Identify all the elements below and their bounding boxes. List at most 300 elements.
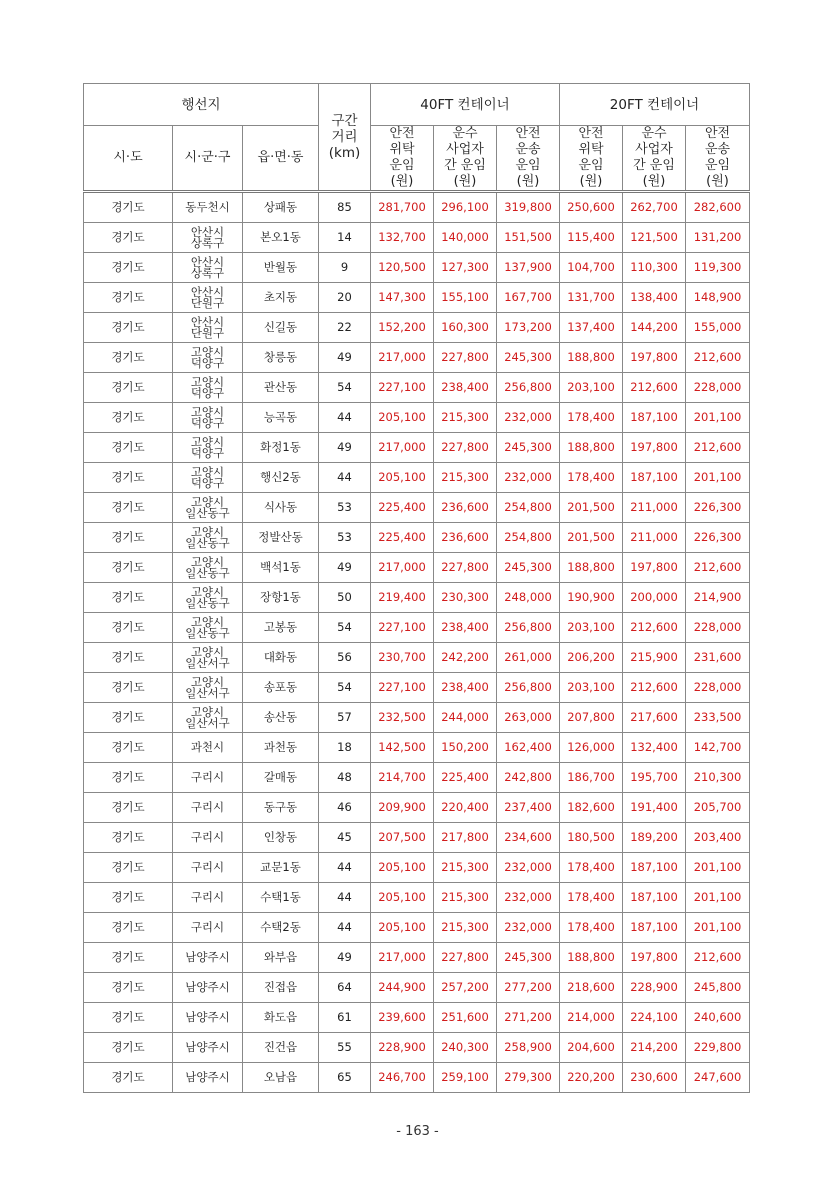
dong-cell: 인창동 — [243, 823, 319, 853]
ft40-header: 40FT 컨테이너 — [371, 84, 560, 126]
ft40-safe-consign-cell: 227,100 — [371, 673, 434, 703]
sido-cell: 경기도 — [84, 283, 173, 313]
dong-cell: 과천동 — [243, 733, 319, 763]
ft40-carrier-between-cell: 296,100 — [434, 192, 497, 223]
distance-cell: 49 — [319, 553, 371, 583]
dong-cell: 대화동 — [243, 643, 319, 673]
ft20-safe-consign-cell: 218,600 — [560, 973, 623, 1003]
ft40-safe-consign-cell: 217,000 — [371, 433, 434, 463]
ft20-carrier-between-cell: 187,100 — [623, 853, 686, 883]
distance-cell: 54 — [319, 613, 371, 643]
dong-cell: 장항1동 — [243, 583, 319, 613]
table-row — [84, 1063, 750, 1093]
ft20-safe-transport-cell: 205,700 — [686, 793, 750, 823]
ft20-carrier-between-cell: 228,900 — [623, 973, 686, 1003]
ft40-carrier-between-cell: 236,600 — [434, 523, 497, 553]
ft40-carrier-between-cell: 238,400 — [434, 613, 497, 643]
ft40-safe-transport-cell: 254,800 — [497, 493, 560, 523]
table-row — [84, 223, 750, 253]
dong-cell: 행신2동 — [243, 463, 319, 493]
ft40-carrier-between-header: 운수 사업자 간 운임 (원) — [434, 126, 497, 192]
ft20-safe-consign-cell: 201,500 — [560, 523, 623, 553]
distance-cell: 44 — [319, 853, 371, 883]
table-body — [84, 192, 750, 1093]
ft40-safe-transport-cell: 167,700 — [497, 283, 560, 313]
table-row — [84, 553, 750, 583]
sido-cell: 경기도 — [84, 913, 173, 943]
ft20-safe-consign-cell: 203,100 — [560, 673, 623, 703]
sido-cell: 경기도 — [84, 763, 173, 793]
ft20-safe-transport-cell: 148,900 — [686, 283, 750, 313]
sigungu-cell: 고양시 일산동구 — [173, 523, 243, 553]
dong-cell: 동구동 — [243, 793, 319, 823]
dong-cell: 오남읍 — [243, 1063, 319, 1093]
ft40-safe-consign-cell: 225,400 — [371, 493, 434, 523]
dong-cell: 수택1동 — [243, 883, 319, 913]
distance-cell: 44 — [319, 403, 371, 433]
sido-cell: 경기도 — [84, 823, 173, 853]
ft40-safe-consign-cell: 209,900 — [371, 793, 434, 823]
ft40-safe-transport-cell: 232,000 — [497, 853, 560, 883]
dong-cell: 능곡동 — [243, 403, 319, 433]
table-row — [84, 403, 750, 433]
ft40-safe-transport-cell: 232,000 — [497, 403, 560, 433]
ft20-safe-transport-cell: 282,600 — [686, 192, 750, 223]
ft40-safe-consign-cell: 244,900 — [371, 973, 434, 1003]
ft40-safe-transport-cell: 254,800 — [497, 523, 560, 553]
table-row — [84, 673, 750, 703]
ft20-carrier-between-cell: 214,200 — [623, 1033, 686, 1063]
ft20-carrier-between-cell: 211,000 — [623, 523, 686, 553]
table-row — [84, 973, 750, 1003]
ft40-carrier-between-cell: 236,600 — [434, 493, 497, 523]
table-row — [84, 793, 750, 823]
sido-cell: 경기도 — [84, 1033, 173, 1063]
ft20-safe-consign-cell: 131,700 — [560, 283, 623, 313]
ft20-safe-transport-cell: 229,800 — [686, 1033, 750, 1063]
ft20-carrier-between-cell: 187,100 — [623, 883, 686, 913]
sigungu-cell: 구리시 — [173, 883, 243, 913]
table-row — [84, 943, 750, 973]
table-row — [84, 583, 750, 613]
sido-cell: 경기도 — [84, 523, 173, 553]
sigungu-cell: 고양시 일산서구 — [173, 703, 243, 733]
ft40-carrier-between-cell: 220,400 — [434, 793, 497, 823]
sido-cell: 경기도 — [84, 313, 173, 343]
sigungu-header: 시·군·구 — [173, 126, 243, 192]
ft40-safe-transport-cell: 245,300 — [497, 433, 560, 463]
ft40-safe-consign-cell: 239,600 — [371, 1003, 434, 1033]
ft40-safe-transport-cell: 256,800 — [497, 373, 560, 403]
ft20-safe-consign-cell: 201,500 — [560, 493, 623, 523]
dong-cell: 관산동 — [243, 373, 319, 403]
page-number: - 163 - — [396, 1124, 439, 1139]
table-row — [84, 373, 750, 403]
ft20-safe-consign-cell: 178,400 — [560, 463, 623, 493]
ft40-safe-consign-cell: 205,100 — [371, 883, 434, 913]
ft40-carrier-between-cell: 127,300 — [434, 253, 497, 283]
sido-cell: 경기도 — [84, 493, 173, 523]
ft20-safe-transport-cell: 228,000 — [686, 673, 750, 703]
distance-cell: 46 — [319, 793, 371, 823]
sigungu-cell: 구리시 — [173, 763, 243, 793]
ft40-safe-consign-cell: 205,100 — [371, 853, 434, 883]
dong-cell: 화도읍 — [243, 1003, 319, 1033]
ft20-safe-transport-cell: 212,600 — [686, 943, 750, 973]
table-row — [84, 493, 750, 523]
ft40-carrier-between-cell: 227,800 — [434, 943, 497, 973]
ft40-safe-consign-cell: 246,700 — [371, 1063, 434, 1093]
ft40-carrier-between-cell: 150,200 — [434, 733, 497, 763]
ft40-carrier-between-cell: 215,300 — [434, 913, 497, 943]
dong-cell: 상패동 — [243, 192, 319, 223]
dong-cell: 정발산동 — [243, 523, 319, 553]
sido-cell: 경기도 — [84, 223, 173, 253]
ft20-safe-consign-cell: 206,200 — [560, 643, 623, 673]
ft40-safe-consign-cell: 217,000 — [371, 343, 434, 373]
dong-cell: 반월동 — [243, 253, 319, 283]
ft20-carrier-between-cell: 212,600 — [623, 613, 686, 643]
ft40-safe-consign-cell: 219,400 — [371, 583, 434, 613]
sigungu-cell: 고양시 덕양구 — [173, 343, 243, 373]
distance-cell: 14 — [319, 223, 371, 253]
sigungu-cell: 고양시 일산서구 — [173, 673, 243, 703]
ft20-safe-consign-cell: 126,000 — [560, 733, 623, 763]
ft40-safe-transport-cell: 232,000 — [497, 913, 560, 943]
ft20-header: 20FT 컨테이너 — [560, 84, 750, 126]
table-row — [84, 613, 750, 643]
ft40-safe-consign-cell: 147,300 — [371, 283, 434, 313]
sido-cell: 경기도 — [84, 853, 173, 883]
dong-cell: 수택2동 — [243, 913, 319, 943]
ft20-safe-transport-cell: 201,100 — [686, 403, 750, 433]
distance-cell: 20 — [319, 283, 371, 313]
sigungu-cell: 남양주시 — [173, 1003, 243, 1033]
ft20-safe-consign-header: 안전 위탁 운임 (원) — [560, 126, 623, 192]
sigungu-cell: 남양주시 — [173, 1063, 243, 1093]
ft20-safe-consign-cell: 204,600 — [560, 1033, 623, 1063]
ft40-carrier-between-cell: 227,800 — [434, 343, 497, 373]
ft20-safe-transport-cell: 240,600 — [686, 1003, 750, 1033]
ft20-carrier-between-cell: 187,100 — [623, 913, 686, 943]
table-row — [84, 703, 750, 733]
ft20-safe-consign-cell: 186,700 — [560, 763, 623, 793]
distance-cell: 50 — [319, 583, 371, 613]
table-row — [84, 883, 750, 913]
distance-cell: 18 — [319, 733, 371, 763]
sido-cell: 경기도 — [84, 643, 173, 673]
distance-cell: 9 — [319, 253, 371, 283]
ft40-safe-transport-cell: 237,400 — [497, 793, 560, 823]
dong-cell: 갈매동 — [243, 763, 319, 793]
ft20-safe-consign-cell: 188,800 — [560, 553, 623, 583]
sigungu-cell: 안산시 상록구 — [173, 253, 243, 283]
ft40-safe-transport-cell: 256,800 — [497, 613, 560, 643]
ft40-safe-transport-cell: 279,300 — [497, 1063, 560, 1093]
ft20-carrier-between-cell: 132,400 — [623, 733, 686, 763]
ft20-safe-transport-cell: 142,700 — [686, 733, 750, 763]
table-row — [84, 253, 750, 283]
ft40-safe-consign-header: 안전 위탁 운임 (원) — [371, 126, 434, 192]
sigungu-cell: 고양시 덕양구 — [173, 463, 243, 493]
ft40-carrier-between-cell: 155,100 — [434, 283, 497, 313]
ft20-carrier-between-cell: 138,400 — [623, 283, 686, 313]
ft40-safe-consign-cell: 227,100 — [371, 373, 434, 403]
dong-cell: 교문1동 — [243, 853, 319, 883]
sido-cell: 경기도 — [84, 463, 173, 493]
sido-cell: 경기도 — [84, 433, 173, 463]
distance-cell: 65 — [319, 1063, 371, 1093]
ft40-safe-consign-cell: 228,900 — [371, 1033, 434, 1063]
sigungu-cell: 고양시 일산동구 — [173, 493, 243, 523]
sido-cell: 경기도 — [84, 192, 173, 223]
distance-cell: 22 — [319, 313, 371, 343]
ft40-safe-transport-cell: 258,900 — [497, 1033, 560, 1063]
ft20-safe-transport-cell: 131,200 — [686, 223, 750, 253]
ft20-carrier-between-cell: 195,700 — [623, 763, 686, 793]
ft20-safe-transport-cell: 231,600 — [686, 643, 750, 673]
ft20-safe-consign-cell: 178,400 — [560, 913, 623, 943]
ft40-carrier-between-cell: 238,400 — [434, 373, 497, 403]
ft40-safe-transport-cell: 263,000 — [497, 703, 560, 733]
dong-cell: 송산동 — [243, 703, 319, 733]
sido-cell: 경기도 — [84, 613, 173, 643]
ft20-safe-transport-cell: 228,000 — [686, 613, 750, 643]
ft40-carrier-between-cell: 230,300 — [434, 583, 497, 613]
ft20-safe-consign-cell: 188,800 — [560, 433, 623, 463]
ft20-safe-consign-cell: 178,400 — [560, 853, 623, 883]
ft40-safe-transport-cell: 248,000 — [497, 583, 560, 613]
sido-cell: 경기도 — [84, 373, 173, 403]
sido-cell: 경기도 — [84, 1003, 173, 1033]
ft20-safe-transport-cell: 228,000 — [686, 373, 750, 403]
ft20-carrier-between-cell: 262,700 — [623, 192, 686, 223]
ft20-safe-consign-cell: 203,100 — [560, 613, 623, 643]
distance-cell: 53 — [319, 493, 371, 523]
ft20-safe-consign-cell: 115,400 — [560, 223, 623, 253]
ft40-carrier-between-cell: 227,800 — [434, 553, 497, 583]
sigungu-cell: 구리시 — [173, 853, 243, 883]
freight-rate-table — [83, 83, 750, 1093]
sigungu-cell: 고양시 덕양구 — [173, 403, 243, 433]
ft20-safe-transport-cell: 201,100 — [686, 463, 750, 493]
ft20-safe-consign-cell: 188,800 — [560, 343, 623, 373]
ft20-safe-transport-cell: 201,100 — [686, 883, 750, 913]
distance-cell: 56 — [319, 643, 371, 673]
sigungu-cell: 고양시 덕양구 — [173, 433, 243, 463]
sido-cell: 경기도 — [84, 943, 173, 973]
sigungu-cell: 고양시 일산동구 — [173, 553, 243, 583]
ft20-safe-transport-cell: 201,100 — [686, 913, 750, 943]
ft40-safe-transport-cell: 277,200 — [497, 973, 560, 1003]
sido-cell: 경기도 — [84, 673, 173, 703]
distance-cell: 49 — [319, 943, 371, 973]
ft40-carrier-between-cell: 215,300 — [434, 403, 497, 433]
ft40-safe-consign-cell: 217,000 — [371, 943, 434, 973]
ft20-safe-consign-cell: 250,600 — [560, 192, 623, 223]
table-row — [84, 463, 750, 493]
ft20-safe-transport-cell: 247,600 — [686, 1063, 750, 1093]
ft20-safe-consign-cell: 178,400 — [560, 883, 623, 913]
table-row — [84, 643, 750, 673]
ft20-safe-transport-cell: 119,300 — [686, 253, 750, 283]
distance-cell: 54 — [319, 373, 371, 403]
table-row — [84, 913, 750, 943]
ft40-safe-transport-cell: 137,900 — [497, 253, 560, 283]
sigungu-cell: 남양주시 — [173, 943, 243, 973]
sigungu-cell: 고양시 일산서구 — [173, 643, 243, 673]
distance-cell: 85 — [319, 192, 371, 223]
ft20-safe-transport-cell: 203,400 — [686, 823, 750, 853]
ft40-carrier-between-cell: 160,300 — [434, 313, 497, 343]
ft40-safe-transport-cell: 261,000 — [497, 643, 560, 673]
sigungu-cell: 안산시 단원구 — [173, 283, 243, 313]
ft20-safe-transport-cell: 212,600 — [686, 343, 750, 373]
ft40-carrier-between-cell: 215,300 — [434, 883, 497, 913]
dong-cell: 식사동 — [243, 493, 319, 523]
ft20-safe-consign-cell: 190,900 — [560, 583, 623, 613]
ft20-carrier-between-header: 운수 사업자 간 운임 (원) — [623, 126, 686, 192]
ft20-safe-transport-cell: 210,300 — [686, 763, 750, 793]
table-row — [84, 763, 750, 793]
table-row — [84, 853, 750, 883]
ft40-carrier-between-cell: 257,200 — [434, 973, 497, 1003]
sido-cell: 경기도 — [84, 583, 173, 613]
sigungu-cell: 남양주시 — [173, 1033, 243, 1063]
dong-cell: 창릉동 — [243, 343, 319, 373]
table-row — [84, 1003, 750, 1033]
sido-cell: 경기도 — [84, 403, 173, 433]
sigungu-cell: 과천시 — [173, 733, 243, 763]
distance-cell: 48 — [319, 763, 371, 793]
ft40-safe-transport-cell: 173,200 — [497, 313, 560, 343]
ft40-carrier-between-cell: 140,000 — [434, 223, 497, 253]
ft40-safe-consign-cell: 205,100 — [371, 403, 434, 433]
distance-cell: 64 — [319, 973, 371, 1003]
dong-cell: 진건읍 — [243, 1033, 319, 1063]
ft20-safe-transport-cell: 245,800 — [686, 973, 750, 1003]
ft20-carrier-between-cell: 230,600 — [623, 1063, 686, 1093]
ft20-carrier-between-cell: 215,900 — [623, 643, 686, 673]
table-row — [84, 192, 750, 223]
ft40-safe-consign-cell: 225,400 — [371, 523, 434, 553]
ft40-carrier-between-cell: 215,300 — [434, 463, 497, 493]
dong-cell: 와부읍 — [243, 943, 319, 973]
ft20-carrier-between-cell: 110,300 — [623, 253, 686, 283]
table-row — [84, 283, 750, 313]
table-row — [84, 433, 750, 463]
ft20-safe-transport-cell: 226,300 — [686, 493, 750, 523]
ft20-carrier-between-cell: 121,500 — [623, 223, 686, 253]
ft40-carrier-between-cell: 242,200 — [434, 643, 497, 673]
ft40-safe-consign-cell: 281,700 — [371, 192, 434, 223]
ft20-carrier-between-cell: 187,100 — [623, 403, 686, 433]
ft40-safe-transport-cell: 256,800 — [497, 673, 560, 703]
sido-header: 시·도 — [84, 126, 173, 192]
ft40-safe-transport-cell: 162,400 — [497, 733, 560, 763]
ft20-safe-consign-cell: 188,800 — [560, 943, 623, 973]
ft20-carrier-between-cell: 197,800 — [623, 553, 686, 583]
ft20-safe-consign-cell: 214,000 — [560, 1003, 623, 1033]
sido-cell: 경기도 — [84, 703, 173, 733]
dong-cell: 초지동 — [243, 283, 319, 313]
table-row — [84, 343, 750, 373]
dong-cell: 송포동 — [243, 673, 319, 703]
table-row — [84, 313, 750, 343]
sido-cell: 경기도 — [84, 343, 173, 373]
ft40-safe-consign-cell: 227,100 — [371, 613, 434, 643]
sido-cell: 경기도 — [84, 883, 173, 913]
sigungu-cell: 고양시 일산동구 — [173, 583, 243, 613]
distance-cell: 53 — [319, 523, 371, 553]
ft40-safe-consign-cell: 205,100 — [371, 913, 434, 943]
ft20-carrier-between-cell: 197,800 — [623, 943, 686, 973]
ft40-safe-transport-cell: 242,800 — [497, 763, 560, 793]
table-row — [84, 823, 750, 853]
dong-cell: 화정1동 — [243, 433, 319, 463]
distance-cell: 54 — [319, 673, 371, 703]
ft20-safe-consign-cell: 220,200 — [560, 1063, 623, 1093]
ft20-carrier-between-cell: 200,000 — [623, 583, 686, 613]
sigungu-cell: 동두천시 — [173, 192, 243, 223]
ft20-safe-transport-cell: 226,300 — [686, 523, 750, 553]
ft40-safe-transport-cell: 245,300 — [497, 553, 560, 583]
distance-cell: 45 — [319, 823, 371, 853]
ft20-safe-transport-cell: 155,000 — [686, 313, 750, 343]
table-row — [84, 523, 750, 553]
ft40-safe-transport-cell: 234,600 — [497, 823, 560, 853]
ft20-safe-transport-cell: 212,600 — [686, 433, 750, 463]
ft20-safe-transport-cell: 233,500 — [686, 703, 750, 733]
ft20-safe-consign-cell: 104,700 — [560, 253, 623, 283]
ft20-carrier-between-cell: 217,600 — [623, 703, 686, 733]
sigungu-cell: 안산시 단원구 — [173, 313, 243, 343]
ft40-safe-transport-cell: 232,000 — [497, 883, 560, 913]
dong-cell: 고봉동 — [243, 613, 319, 643]
ft40-carrier-between-cell: 259,100 — [434, 1063, 497, 1093]
dong-cell: 진접읍 — [243, 973, 319, 1003]
ft20-safe-consign-cell: 182,600 — [560, 793, 623, 823]
ft40-safe-transport-cell: 245,300 — [497, 943, 560, 973]
distance-cell: 57 — [319, 703, 371, 733]
ft20-safe-consign-cell: 207,800 — [560, 703, 623, 733]
eupmyeondong-header: 읍·면·동 — [243, 126, 319, 192]
table-row — [84, 1033, 750, 1063]
sigungu-cell: 구리시 — [173, 913, 243, 943]
dong-cell: 본오1동 — [243, 223, 319, 253]
ft40-safe-consign-cell: 230,700 — [371, 643, 434, 673]
sido-cell: 경기도 — [84, 1063, 173, 1093]
distance-cell: 61 — [319, 1003, 371, 1033]
ft20-carrier-between-cell: 191,400 — [623, 793, 686, 823]
ft40-carrier-between-cell: 240,300 — [434, 1033, 497, 1063]
ft40-safe-consign-cell: 207,500 — [371, 823, 434, 853]
ft20-carrier-between-cell: 224,100 — [623, 1003, 686, 1033]
ft40-safe-consign-cell: 120,500 — [371, 253, 434, 283]
ft40-safe-consign-cell: 232,500 — [371, 703, 434, 733]
ft40-safe-transport-cell: 245,300 — [497, 343, 560, 373]
distance-cell: 44 — [319, 883, 371, 913]
sido-cell: 경기도 — [84, 793, 173, 823]
sido-cell: 경기도 — [84, 973, 173, 1003]
ft20-safe-consign-cell: 137,400 — [560, 313, 623, 343]
ft40-safe-consign-cell: 205,100 — [371, 463, 434, 493]
ft40-safe-consign-cell: 142,500 — [371, 733, 434, 763]
sigungu-cell: 남양주시 — [173, 973, 243, 1003]
distance-cell: 49 — [319, 433, 371, 463]
distance-cell: 44 — [319, 913, 371, 943]
ft40-carrier-between-cell: 227,800 — [434, 433, 497, 463]
